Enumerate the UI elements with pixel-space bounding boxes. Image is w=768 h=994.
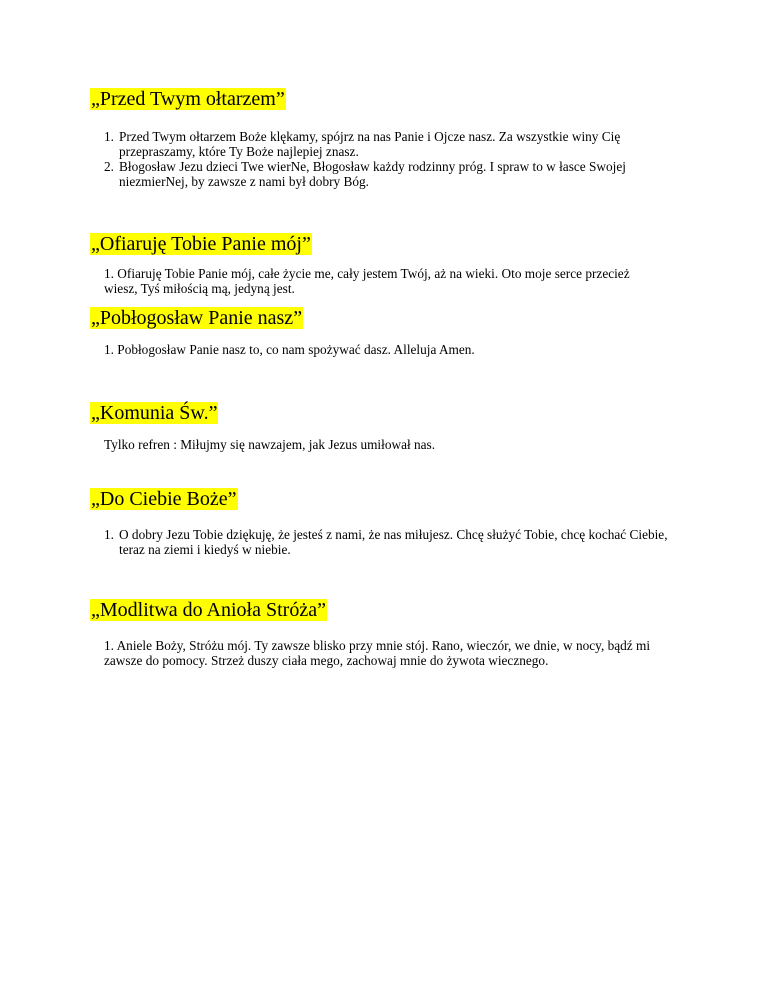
list-number: 1. [104,129,114,144]
section-heading: „Do Ciebie Boże” [91,488,237,510]
section-paragraph: 1. Pobłogosław Panie nasz to, co nam spożywać dasz. Alleluja Amen. [104,342,475,357]
section-paragraph: Tylko refren : Miłujmy się nawzajem, jak Jezus umiłował nas. [104,437,436,452]
list-item [90,159,690,189]
list-number: 1. [104,527,114,542]
list-item [90,527,690,557]
section-heading: „Pobłogosław Panie nasz” [91,307,303,329]
list-item-text: Błogosław Jezu dzieci Twe wierNe, Błogosław każdy rodzinny próg. I spraw to w łasce Swojej niezmierNej, by zawsze z nami był dobry Bóg. [119,159,626,189]
section-heading: „Przed Twym ołtarzem” [91,88,285,110]
section-przed-twym-oltarzem [90,88,690,189]
numbered-list [90,527,690,557]
list-number: 2. [104,159,114,174]
numbered-list [90,129,690,189]
list-item-text: O dobry Jezu Tobie dziękuję, że jesteś z nami, że nas miłujesz. Chcę służyć Tobie, chcę kochać Ciebie, teraz na ziemi i kiedyś w niebie. [119,527,668,557]
list-item-text: Przed Twym ołtarzem Boże klękamy, spójrz na nas Panie i Ojcze nasz. Za wszystkie winy Cię przepraszamy, które Ty Boże najlepiej znasz. [119,129,621,159]
section-heading: „Komunia Św.” [91,402,218,424]
section-heading: „Modlitwa do Anioła Stróża” [91,599,326,621]
section-paragraph: 1. Ofiaruję Tobie Panie mój, całe życie me, cały jestem Twój, aż na wieki. Oto moje serce przecież wiesz, Tyś miłością mą, jedyną jest. [104,266,630,296]
section-komunia [90,402,690,452]
section-do-ciebie-boze [90,488,690,557]
section-heading: „Ofiaruję Tobie Panie mój” [91,233,311,255]
section-poblogoslaw [90,307,690,357]
section-modlitwa-aniol [90,599,690,668]
section-paragraph: 1. Aniele Boży, Stróżu mój. Ty zawsze blisko przy mnie stój. Rano, wieczór, we dnie, w nocy, bądź mi zawsze do pomocy. Strzeż duszy ciała mego, zachowaj mnie do żywota wiecznego. [104,638,651,668]
section-ofiaruje-tobie [90,233,690,296]
list-item [90,129,690,159]
